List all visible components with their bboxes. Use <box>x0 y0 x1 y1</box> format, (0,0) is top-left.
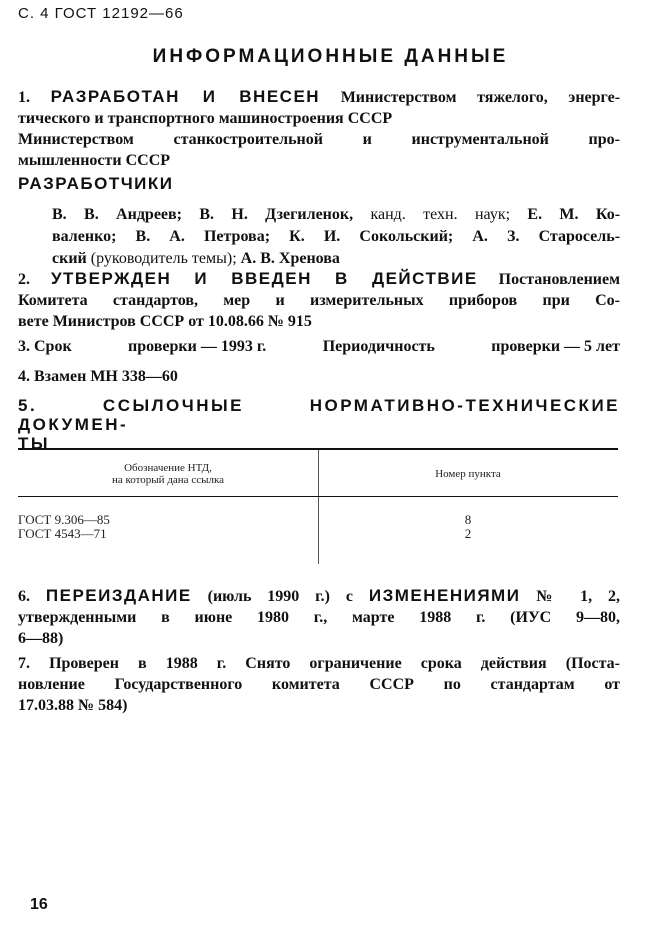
item-4-text: Взамен МН 338—60 <box>34 368 178 385</box>
item-6-mid: (июль 1990 г.) с <box>207 588 353 605</box>
page-title: ИНФОРМАЦИОННЫЕ ДАННЫЕ <box>152 46 509 67</box>
item-2-line1: Постановлением <box>498 271 621 288</box>
item-6-line2: утвержденными в июне 1980 г., марте 1988 г. (ИУС 9—80, <box>18 609 620 626</box>
item-6-caps1: ПЕРЕИЗДАНИЕ <box>45 586 192 605</box>
dev-degree: канд. техн. наук; <box>370 206 511 223</box>
dev-dzegilenok: В. Н. Дзегиленок, <box>199 206 354 223</box>
dev-role: (руководитель темы); <box>90 250 237 267</box>
item-1-number: 1. <box>18 89 30 106</box>
item-2-line3: вете Министров СССР от 10.08.66 № 915 <box>18 313 312 330</box>
dev-staroselsky-part2: ский <box>52 250 87 267</box>
item-6 <box>18 585 620 649</box>
item-7-number: 7. <box>18 655 30 672</box>
item-5-line1: ССЫЛОЧНЫЕ НОРМАТИВНО-ТЕХНИЧЕСКИЕ ДОКУМЕН- <box>18 396 620 434</box>
item-5 <box>18 396 620 453</box>
dev-khrenova: А. В. Хренова <box>240 250 340 267</box>
table-row-1-doc: ГОСТ 9.306—85 <box>18 512 110 527</box>
item-1-line1: Министерством тяжелого, энерге- <box>340 89 621 106</box>
item-7 <box>18 653 620 716</box>
item-1-line3: Министерством станкостроительной и инструментальной про- <box>18 131 620 148</box>
item-6-line3: 6—88) <box>18 630 64 647</box>
developers-list <box>52 204 620 270</box>
table-header-doc-line2: на который дана ссылка <box>111 474 225 486</box>
dev-andreev: В. В. Андреев; <box>52 206 182 223</box>
item-3-number: 3. <box>18 338 30 355</box>
dev-kovalenko-part2: валенко; <box>52 228 117 245</box>
table-row-2-doc: ГОСТ 4543—71 <box>18 526 107 541</box>
item-4-number: 4. <box>18 368 30 385</box>
dev-kovalenko-part1: Е. М. Ко- <box>527 206 621 223</box>
item-1 <box>18 86 620 171</box>
item-1-caps: РАЗРАБОТАН И ВНЕСЕН <box>50 87 321 106</box>
developers-heading: РАЗРАБОТЧИКИ <box>18 174 174 193</box>
item-3 <box>18 338 620 356</box>
item-5-number: 5. <box>18 396 38 415</box>
item-7-line2: новление Государственного комитета СССР по стандартам от <box>18 676 620 693</box>
dev-petrova: В. А. Петрова; <box>135 228 271 245</box>
item-4 <box>18 368 178 386</box>
page-header: С. 4 ГОСТ 12192—66 <box>18 5 184 22</box>
item-2 <box>18 268 620 332</box>
table-header-rule <box>18 496 618 497</box>
item-6-number: 6. <box>18 588 30 605</box>
item-2-number: 2. <box>18 271 30 288</box>
item-1-line2: тического и транспортного машиностроения СССР <box>18 110 393 127</box>
item-3-part3: Периодичность <box>322 338 435 355</box>
item-7-line1: Проверен в 1988 г. Снято ограничение срока действия (Поста- <box>49 655 620 672</box>
item-6-caps2: ИЗМЕНЕНИЯМИ <box>368 586 521 605</box>
table-row-2-clause: 2 <box>464 526 472 541</box>
item-1-line4: мышленности СССР <box>18 152 171 169</box>
table-row-1-clause: 8 <box>464 512 472 527</box>
item-7-line3: 17.03.88 № 584) <box>18 697 128 714</box>
table-header-clause: Номер пункта <box>435 468 501 480</box>
table-header-doc-line1: Обозначение НТД, <box>124 462 212 474</box>
page-number: 16 <box>30 896 48 913</box>
item-5-line2: ТЫ <box>18 434 51 453</box>
item-2-caps: УТВЕРЖДЕН И ВВЕДЕН В ДЕЙСТВИЕ <box>50 269 478 288</box>
item-6-tail: № 1, 2, <box>536 588 621 605</box>
item-2-line2: Комитета стандартов, мер и измерительных приборов при Со- <box>18 292 620 309</box>
dev-sokolsky: К. И. Сокольский; <box>289 228 454 245</box>
item-3-part4: проверки — 5 лет <box>491 338 620 355</box>
table-header-doc <box>18 462 318 486</box>
item-3-part1: Срок <box>34 338 72 355</box>
dev-staroselsky-part1: А. З. Старосель- <box>472 228 621 245</box>
item-3-part2: проверки — 1993 г. <box>128 338 267 355</box>
